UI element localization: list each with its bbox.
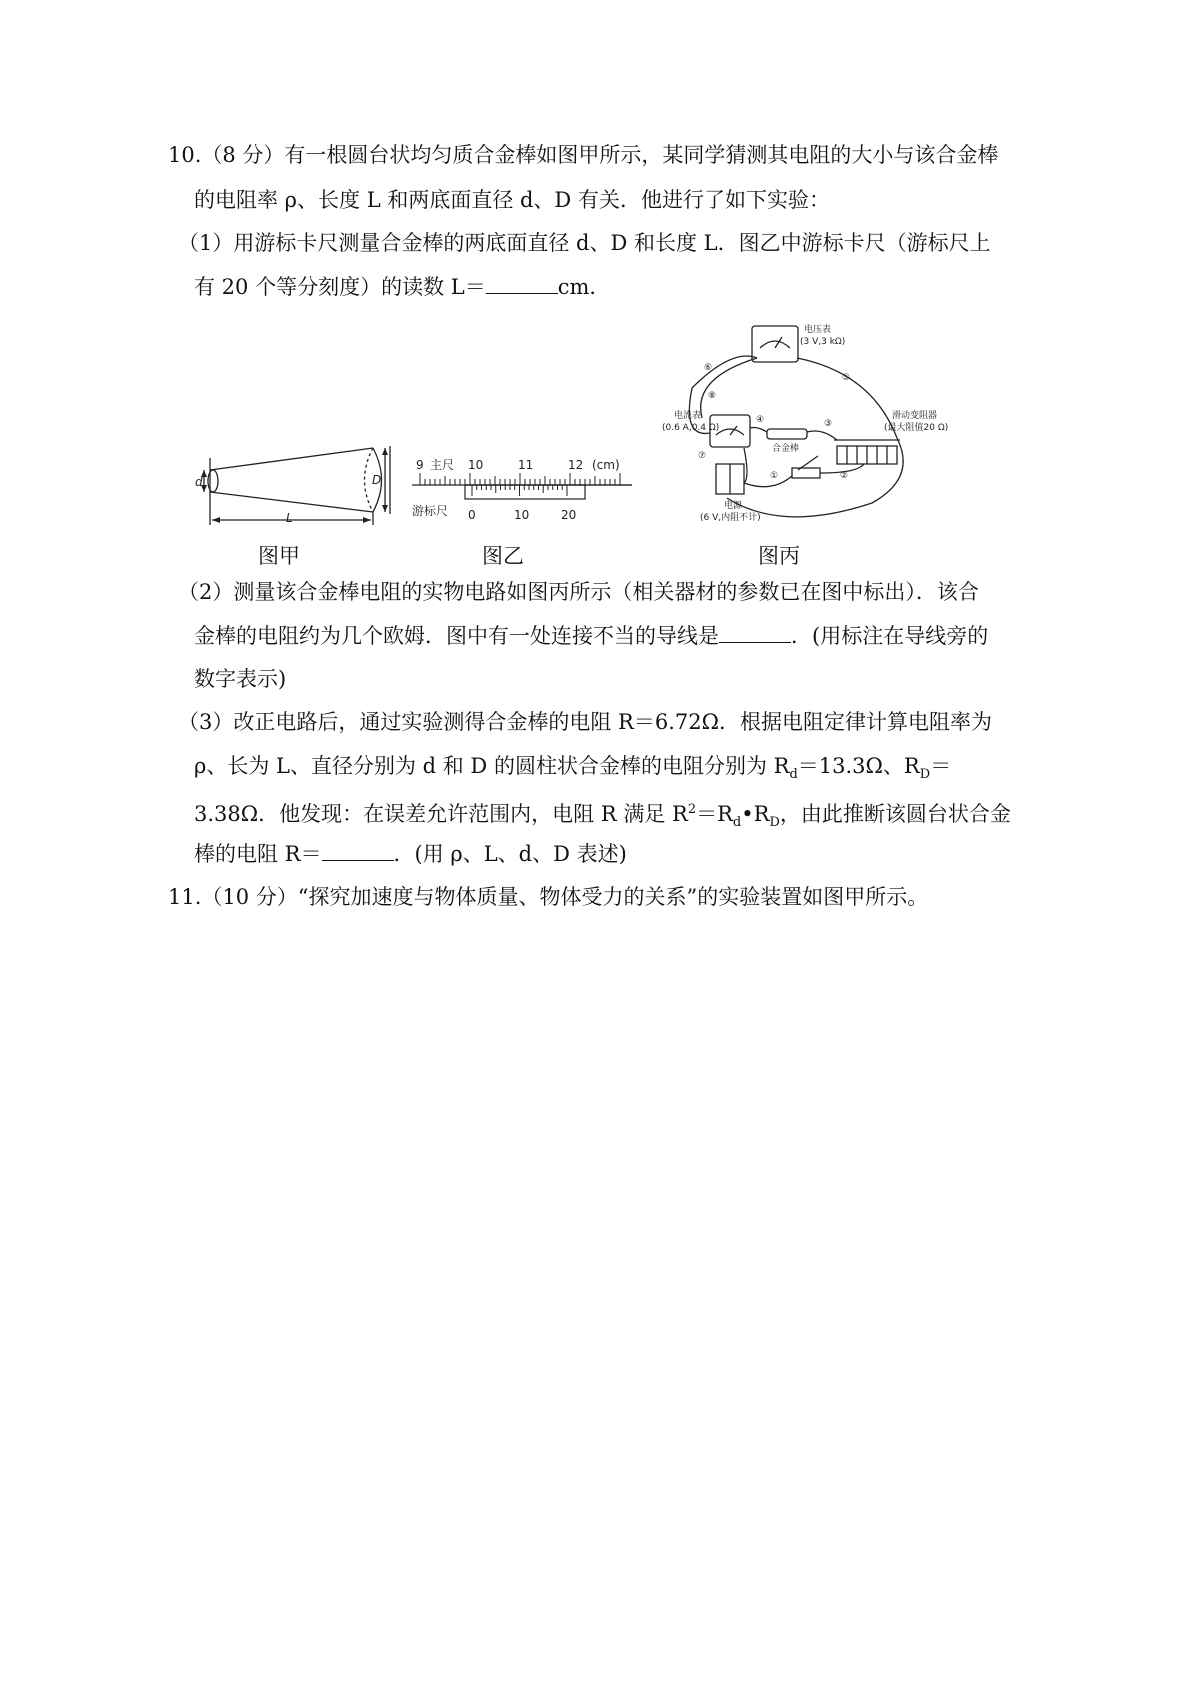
- wire-8: [689, 356, 757, 433]
- q10-part3-line-2: [194, 751, 951, 790]
- main-scale-label: 主尺: [430, 458, 455, 472]
- q10-part3-text-a: ρ、长为 L、直径分别为 d 和 D 的圆柱状合金棒的电阻分别为 R: [194, 754, 790, 778]
- caption-bing: 图丙: [758, 544, 800, 568]
- subscript-d-2: d: [732, 815, 742, 831]
- q10-part1-text: 有 20 个等分刻度）的读数 L＝: [194, 275, 486, 299]
- q10-part3-text-h: 棒的电阻 R＝: [194, 842, 322, 866]
- q10-part3-line-4: [194, 839, 627, 869]
- q10-part3-text-i: ．(用 ρ、L、d、D 表述): [393, 842, 627, 866]
- wire-label-5: ⑤: [842, 373, 851, 383]
- vernier-tick-10: 10: [514, 508, 530, 522]
- q10-part3-line-1: （3）改正电路后，通过实验测得合金棒的电阻 R＝6.72Ω．根据电阻定律计算电阻率为: [178, 710, 993, 734]
- caption-jia: 图甲: [258, 544, 300, 568]
- wire-1: [744, 476, 792, 487]
- switch: [792, 468, 820, 478]
- q10-part3-text-f: •R: [741, 802, 770, 826]
- source-label: 电源: [724, 501, 743, 511]
- subscript-D: D: [919, 767, 931, 783]
- wire-5: [797, 358, 897, 438]
- wire-3: [807, 431, 837, 440]
- q10-part2-tail: ．(用标注在导线旁的: [791, 624, 989, 648]
- q10-part1-line-2: [194, 272, 610, 302]
- q10-part3-text-b: ＝13.3Ω、R: [797, 754, 920, 778]
- q10-part2-line-3: 数字表示): [194, 667, 287, 691]
- q10-part3-text-c: ＝: [930, 754, 952, 778]
- q10-part1-unit: cm．: [557, 275, 611, 299]
- main-tick-9: 9: [416, 458, 424, 472]
- rod-label: 合金棒: [772, 444, 800, 454]
- wire-label-8: ⑧: [708, 391, 717, 401]
- answer-blank-3[interactable]: [322, 840, 394, 861]
- figure-yi: [410, 455, 635, 525]
- rheostat-label: 滑动变阻器: [892, 411, 938, 421]
- subscript-D-2: D: [769, 815, 780, 831]
- label-d: d: [195, 475, 203, 489]
- q10-part2-line-2: [194, 621, 988, 651]
- alloy-rod: [767, 429, 807, 439]
- voltmeter-body: [752, 326, 798, 362]
- ammeter-spec: (0.6 A,0.4 Ω): [662, 423, 720, 433]
- q10-part2-text: 金棒的电阻约为几个欧姆．图中有一处连接不当的导线是: [194, 624, 719, 648]
- answer-blank-2[interactable]: [719, 622, 791, 643]
- wire-label-4: ④: [756, 415, 765, 425]
- q10-part3-line-3: [194, 795, 1011, 838]
- source-spec: (6 V,内阻不计): [700, 513, 761, 523]
- wire-label-1: ①: [770, 471, 779, 481]
- vernier-tick-20: 20: [561, 508, 577, 522]
- q10-part3-text-d: 3.38Ω．他发现：在误差允许范围内，电阻 R 满足 R: [194, 802, 688, 826]
- subscript-d: d: [789, 767, 798, 783]
- answer-blank-1[interactable]: [486, 273, 558, 294]
- wire-label-2: ②: [840, 471, 849, 481]
- vernier-scale-label: 游标尺: [412, 504, 449, 518]
- figure-jia: [190, 440, 400, 535]
- rheostat-spec: (最大阻值20 Ω): [884, 423, 949, 433]
- label-L: L: [286, 511, 293, 525]
- wire-label-7: ⑦: [698, 451, 707, 461]
- main-tick-10: 10: [468, 458, 484, 472]
- main-tick-12: 12: [568, 458, 584, 472]
- q11-line-1: 11.（10 分）“探究加速度与物体质量、物体受力的关系”的实验装置如图甲所示。: [168, 885, 929, 909]
- q10-part2-line-1: （2）测量该合金棒电阻的实物电路如图丙所示（相关器材的参数已在图中标出）．该合: [178, 580, 979, 604]
- unit-label: (cm): [592, 458, 620, 472]
- superscript-2: 2: [687, 802, 697, 817]
- figure-bing: [632, 318, 957, 530]
- q10-line-2: 的电阻率 ρ、长度 L 和两底面直径 d、D 有关．他进行了如下实验：: [194, 188, 830, 212]
- q10-part3-text-g: ，由此推断该圆台状合金: [779, 802, 1011, 826]
- wire-4: [750, 428, 767, 433]
- q10-part1-line-1: （1）用游标卡尺测量合金棒的两底面直径 d、D 和长度 L．图乙中游标卡尺（游标尺上: [178, 231, 991, 255]
- ammeter-label: 电流表: [674, 411, 702, 421]
- caption-yi: 图乙: [482, 544, 524, 568]
- label-D: D: [372, 473, 382, 487]
- wire-label-6: ⑥: [704, 363, 713, 373]
- main-tick-11: 11: [518, 458, 534, 472]
- wire-label-3: ③: [824, 419, 833, 429]
- q10-part3-text-e: ＝R: [696, 802, 733, 826]
- voltmeter-label: 电压表: [804, 325, 832, 335]
- vernier-tick-0: 0: [468, 508, 476, 522]
- q10-line-1: 10.（8 分）有一根圆台状均匀质合金棒如图甲所示，某同学猜测其电阻的大小与该合金棒: [168, 143, 999, 167]
- voltmeter-spec: (3 V,3 kΩ): [800, 337, 846, 347]
